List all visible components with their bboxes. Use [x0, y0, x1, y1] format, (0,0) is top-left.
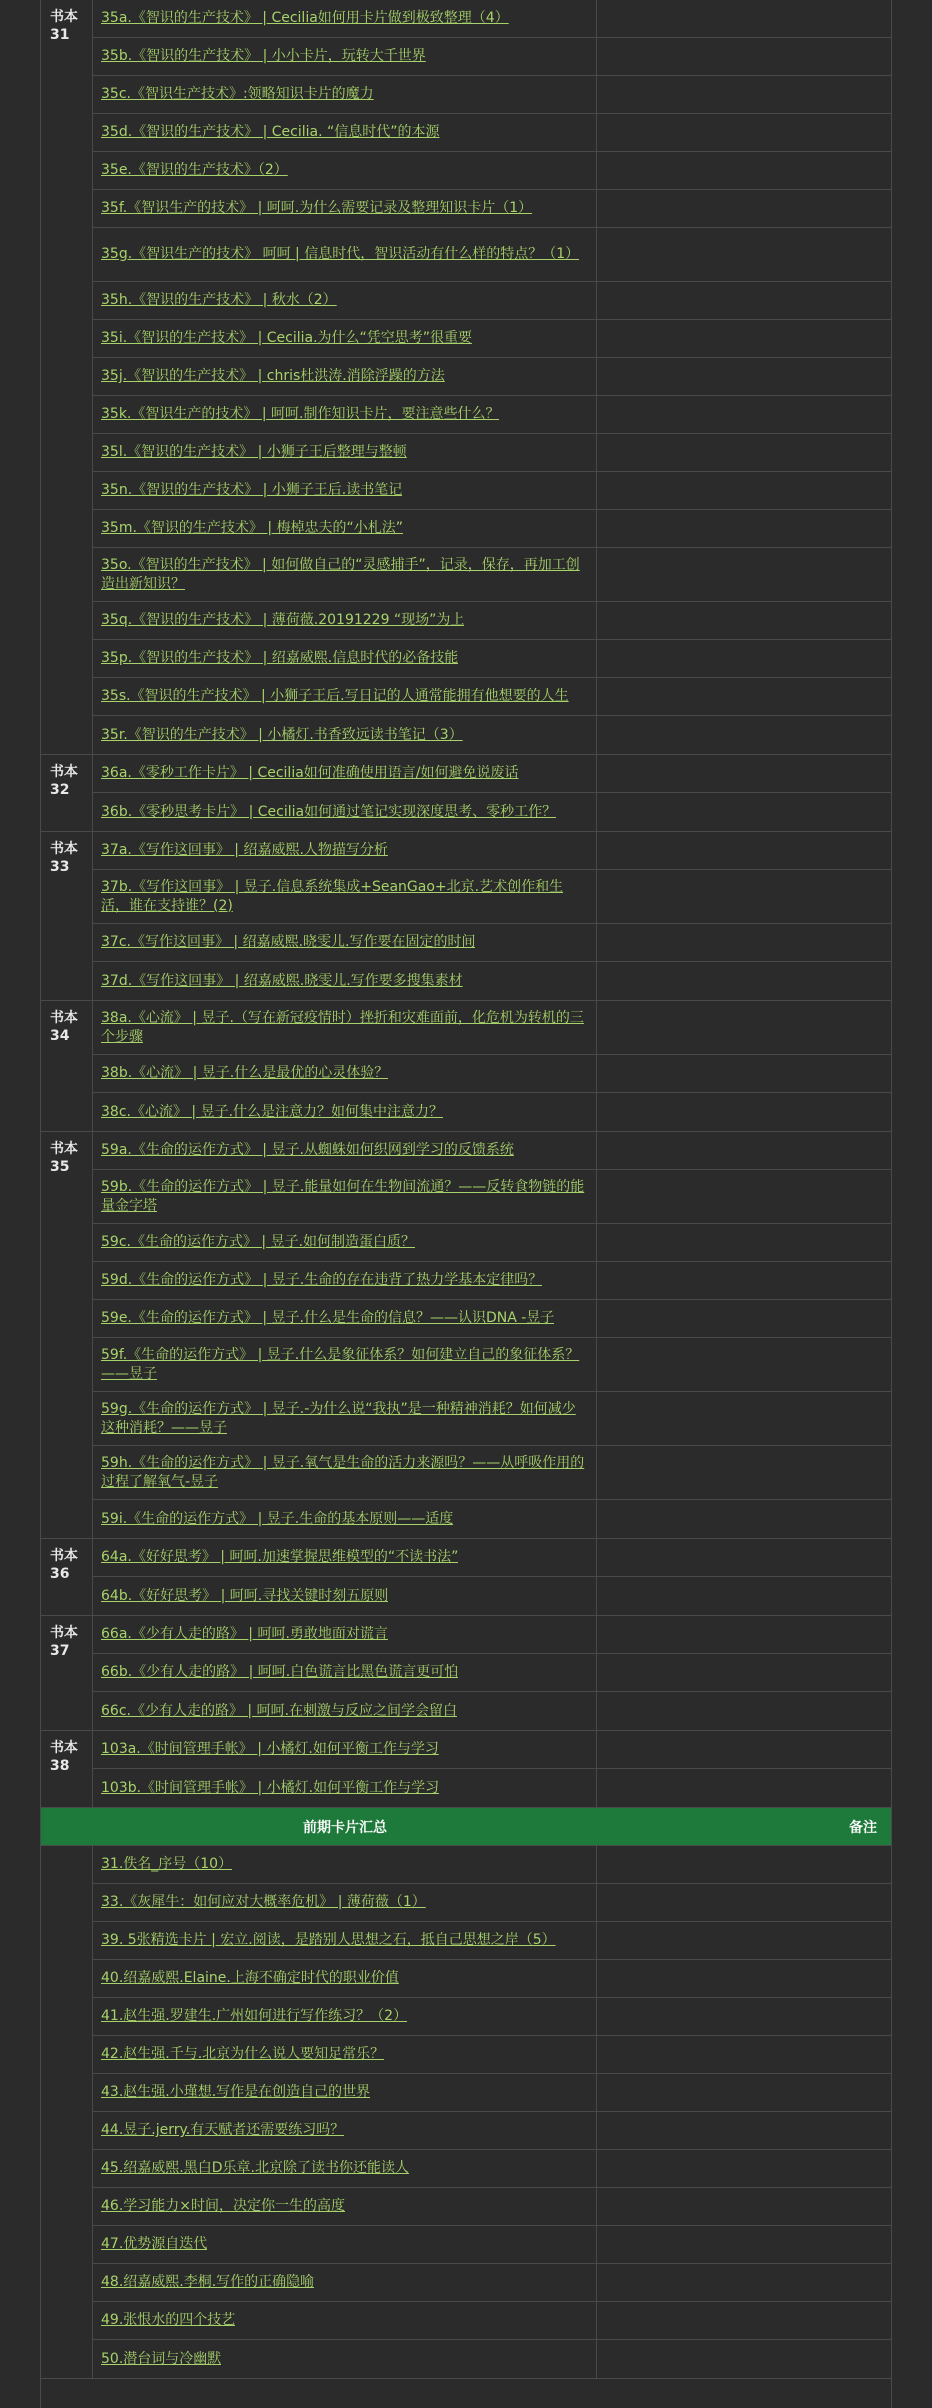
card-link[interactable]: 35k.《智识生产的技术》 | 呵呵.制作知识卡片，要注意些什么？ — [101, 406, 500, 422]
card-link[interactable]: 35o.《智识的生产技术》 | 如何做自己的“灵感捕手”，记录，保存，再加工创造出新知识？ — [101, 556, 580, 592]
card-cell — [93, 190, 597, 227]
notes-cell — [597, 962, 891, 1000]
card-link[interactable]: 59i.《生命的运作方式》 | 昱子.生命的基本原则——适度 — [101, 1510, 454, 1527]
notes-cell — [597, 1884, 891, 1921]
book-label: 书本 38 — [41, 1731, 93, 1807]
card-cell — [93, 755, 597, 792]
table-row — [93, 190, 891, 228]
table-row — [93, 434, 891, 472]
table-row — [93, 1731, 891, 1769]
table-row — [93, 2302, 891, 2340]
notes-cell — [597, 1769, 891, 1807]
notes-cell — [597, 2112, 891, 2149]
card-cell — [93, 924, 597, 961]
table-row — [93, 1616, 891, 1654]
notes-cell — [597, 472, 891, 509]
card-link[interactable]: 40.绍嘉威熙.Elaine.上海不确定时代的职业价值 — [101, 1970, 399, 1986]
table-row — [93, 1055, 891, 1093]
notes-cell — [597, 1093, 891, 1131]
card-cell — [93, 282, 597, 319]
table-row — [93, 1392, 891, 1446]
notes-cell — [597, 0, 891, 37]
card-link[interactable]: 44.昱子.jerry.有天赋者还需要练习吗？ — [101, 2122, 345, 2138]
card-cell — [93, 716, 597, 754]
card-link[interactable]: 66c.《少有人走的路》 | 呵呵.在刺激与反应之间学会留白 — [101, 1702, 458, 1719]
notes-cell — [597, 2150, 891, 2187]
table-row — [93, 2112, 891, 2150]
table-row — [93, 2226, 891, 2264]
notes-cell — [597, 1960, 891, 1997]
card-cell — [93, 602, 597, 639]
book-groups — [41, 0, 891, 1808]
card-cell — [93, 1001, 597, 1054]
card-cell — [93, 2036, 597, 2073]
card-link[interactable]: 42.赵生强.千与.北京为什么说人要知足常乐？ — [101, 2046, 385, 2062]
table-row — [93, 282, 891, 320]
card-link[interactable]: 64b.《好好思考》 | 呵呵.寻找关键时刻五原则 — [101, 1587, 389, 1604]
card-link[interactable]: 103b.《时间管理手帐》 | 小橘灯.如何平衡工作与学习 — [101, 1779, 440, 1796]
notes-cell — [597, 602, 891, 639]
card-link[interactable]: 35f.《智识生产的技术》 | 呵呵.为什么需要记录及整理知识卡片（1） — [101, 200, 533, 216]
notes-cell — [597, 1001, 891, 1054]
table-row — [93, 2036, 891, 2074]
card-cell — [93, 1960, 597, 1997]
card-cell — [93, 1616, 597, 1653]
card-cell — [93, 832, 597, 869]
card-link[interactable]: 35s.《智识的生产技术》 | 小狮子王后.写日记的人通常能拥有他想要的人生 — [101, 688, 569, 704]
card-cell — [93, 1262, 597, 1299]
card-cell — [93, 1224, 597, 1261]
card-cell — [93, 548, 597, 601]
card-cell — [93, 0, 597, 37]
card-cell — [93, 2302, 597, 2339]
notes-cell — [597, 1692, 891, 1730]
card-cell — [93, 1170, 597, 1223]
notes-cell — [597, 1539, 891, 1576]
table-row — [93, 2150, 891, 2188]
card-link[interactable]: 37c.《写作这回事》 | 绍嘉威熙.晓雯儿.写作要在固定的时间 — [101, 934, 476, 950]
card-cell — [93, 114, 597, 151]
table-row — [93, 38, 891, 76]
card-cell — [93, 2112, 597, 2149]
card-cell — [93, 1692, 597, 1730]
card-link[interactable]: 103a.《时间管理手帐》 | 小橘灯.如何平衡工作与学习 — [101, 1741, 439, 1757]
card-cell — [93, 1654, 597, 1691]
card-link[interactable]: 35d.《智识的生产技术》 | Cecilia. “信息时代”的本源 — [101, 124, 440, 140]
book-group — [41, 755, 891, 832]
card-link[interactable]: 35r.《智识的生产技术》 | 小橘灯.书香致远读书笔记（3） — [101, 726, 463, 743]
table-row — [93, 640, 891, 678]
table-row — [93, 510, 891, 548]
book-group — [41, 1731, 891, 1808]
card-cell — [93, 2150, 597, 2187]
notes-cell — [597, 1731, 891, 1768]
book-label: 书本 32 — [41, 755, 93, 831]
card-link[interactable]: 35h.《智识的生产技术》 | 秋水（2） — [101, 292, 337, 308]
table-row — [93, 76, 891, 114]
card-link[interactable]: 33.《灰犀牛：如何应对大概率危机》 | 薄荷薇（1） — [101, 1894, 426, 1910]
notes-cell — [597, 2188, 891, 2225]
notes-cell — [597, 716, 891, 754]
notes-cell — [597, 793, 891, 831]
card-cell — [93, 2226, 597, 2263]
card-link[interactable]: 35n.《智识的生产技术》 | 小狮子王后.读书笔记 — [101, 482, 403, 498]
table-row — [93, 2264, 891, 2302]
table-row — [93, 114, 891, 152]
table-row — [93, 0, 891, 38]
notes-cell — [597, 320, 891, 357]
card-table — [40, 0, 892, 2408]
card-link[interactable]: 59g.《生命的运作方式》 | 昱子.-为什么说“我执”是一种精神消耗？如何减少这种消耗？——昱子 — [101, 1400, 576, 1436]
notes-cell — [597, 1654, 891, 1691]
notes-cell — [597, 1055, 891, 1092]
table-row — [93, 962, 891, 1000]
notes-cell — [597, 1998, 891, 2035]
table-row — [93, 1001, 891, 1055]
book-group — [41, 0, 891, 755]
card-cell — [93, 396, 597, 433]
notes-cell — [597, 434, 891, 471]
table-row — [93, 716, 891, 754]
notes-cell — [597, 832, 891, 869]
table-row — [93, 2340, 891, 2378]
card-link[interactable]: 35b.《智识的生产技术》 | 小小卡片，玩转大千世界 — [101, 48, 426, 64]
table-row — [93, 755, 891, 793]
notes-cell — [597, 510, 891, 547]
card-link[interactable]: 39. 5张精选卡片 | 宏立.阅读，是踏别人思想之石，抵自己思想之岸（5） — [101, 1932, 556, 1948]
card-cell — [93, 1446, 597, 1499]
table-row — [93, 1998, 891, 2036]
card-link[interactable]: 35q.《智识的生产技术》 | 薄荷薇.20191229 “现场”为上 — [101, 612, 465, 628]
card-cell — [93, 38, 597, 75]
card-link[interactable]: 38a.《心流》 | 昱子.（写在新冠疫情时）挫折和灾难面前，化危机为转机的三个步骤 — [101, 1009, 584, 1045]
table-row — [93, 1093, 891, 1131]
notes-cell — [597, 924, 891, 961]
card-link[interactable]: 59d.《生命的运作方式》 | 昱子.生命的存在违背了热力学基本定律吗？ — [101, 1272, 543, 1288]
card-link[interactable]: 59e.《生命的运作方式》 | 昱子.什么是生命的信息？——认识DNA -昱子 — [101, 1310, 555, 1326]
notes-cell — [597, 190, 891, 227]
book-group — [41, 1846, 891, 2379]
card-cell — [93, 2074, 597, 2111]
card-cell — [93, 1884, 597, 1921]
notes-cell — [597, 76, 891, 113]
card-cell — [93, 152, 597, 189]
card-link[interactable]: 35g.《智识生产的技术》 呵呵 | 信息时代，智识活动有什么样的特点？（1） — [101, 246, 580, 262]
card-link[interactable]: 59f.《生命的运作方式》 | 昱子.什么是象征体系？如何建立自己的象征体系？——昱子 — [101, 1346, 580, 1382]
card-cell — [93, 1500, 597, 1538]
card-link[interactable]: 35c.《智识生产技术》:领略知识卡片的魔力 — [101, 86, 374, 102]
table-row — [93, 924, 891, 962]
card-cell — [93, 1577, 597, 1615]
table-row — [93, 1654, 891, 1692]
table-row — [93, 1262, 891, 1300]
table-row — [93, 602, 891, 640]
card-cell — [93, 2264, 597, 2301]
notes-cell — [597, 2036, 891, 2073]
card-cell — [93, 434, 597, 471]
card-cell — [93, 1846, 597, 1883]
card-cell — [93, 962, 597, 1000]
table-row — [93, 1132, 891, 1170]
table-row — [93, 1539, 891, 1577]
notes-cell — [597, 548, 891, 601]
card-link[interactable]: 37a.《写作这回事》 | 绍嘉威熙.人物描写分析 — [101, 842, 388, 858]
notes-cell — [597, 396, 891, 433]
card-cell — [93, 1392, 597, 1445]
header-title: 前期卡片汇总 — [303, 1819, 387, 1836]
card-link[interactable]: 50.潜台词与冷幽默 — [101, 2350, 222, 2367]
card-link[interactable]: 66b.《少有人走的路》 | 呵呵.白色谎言比黑色谎言更可怕 — [101, 1664, 459, 1680]
notes-cell — [597, 1922, 891, 1959]
notes-cell — [597, 1446, 891, 1499]
book-label: 书本 36 — [41, 1539, 93, 1615]
notes-cell — [597, 2226, 891, 2263]
table-row — [93, 548, 891, 602]
table-row — [93, 1692, 891, 1730]
notes-cell — [597, 2302, 891, 2339]
table-row — [93, 1300, 891, 1338]
card-link[interactable]: 49.张恨水的四个技艺 — [101, 2312, 236, 2328]
table-row — [93, 793, 891, 831]
card-cell — [93, 358, 597, 395]
card-cell — [93, 1055, 597, 1092]
table-row — [93, 1846, 891, 1884]
table-row — [93, 2074, 891, 2112]
card-cell — [93, 1539, 597, 1576]
book-group — [41, 1132, 891, 1539]
card-cell — [93, 472, 597, 509]
book-label: 书本 34 — [41, 1001, 93, 1131]
book-group — [41, 1539, 891, 1616]
header-label-cell — [41, 1808, 93, 1845]
card-link[interactable]: 46.学习能力×时间，决定你一生的高度 — [101, 2198, 345, 2214]
notes-cell — [597, 755, 891, 792]
summary-groups — [41, 1846, 891, 2379]
card-cell — [93, 640, 597, 677]
card-cell — [93, 228, 597, 281]
card-cell — [93, 1998, 597, 2035]
card-link[interactable]: 38b.《心流》 | 昱子.什么是最优的心灵体验？ — [101, 1065, 389, 1081]
notes-cell — [597, 1300, 891, 1337]
notes-cell — [597, 870, 891, 923]
card-link[interactable]: 35m.《智识的生产技术》 | 梅棹忠夫的“小札法” — [101, 520, 404, 536]
card-link[interactable]: 36b.《零秒思考卡片》 | Cecilia如何通过笔记实现深度思考、零秒工作？ — [101, 803, 557, 820]
table-row — [93, 1224, 891, 1262]
card-link[interactable]: 59a.《生命的运作方式》 | 昱子.从蜘蛛如何织网到学习的反馈系统 — [101, 1142, 514, 1158]
card-cell — [93, 2340, 597, 2378]
notes-cell — [597, 2340, 891, 2378]
book-group — [41, 1616, 891, 1731]
table-row — [93, 396, 891, 434]
table-row — [93, 678, 891, 716]
card-cell — [93, 1922, 597, 1959]
table-row — [93, 1500, 891, 1538]
card-link[interactable]: 37b.《写作这回事》 | 昱子.信息系统集成+SeanGao+北京.艺术创作和生活，谁在支持谁？(2) — [101, 878, 564, 914]
table-row — [93, 832, 891, 870]
table-row — [93, 320, 891, 358]
card-link[interactable]: 35e.《智识的生产技术》（2） — [101, 162, 288, 178]
card-link[interactable]: 35p.《智识的生产技术》 | 绍嘉威熙.信息时代的必备技能 — [101, 650, 459, 666]
card-link[interactable]: 35a.《智识的生产技术》 | Cecilia如何用卡片做到极致整理（4） — [101, 10, 509, 26]
table-row — [93, 1769, 891, 1807]
card-cell — [93, 510, 597, 547]
notes-cell — [597, 38, 891, 75]
book-group — [41, 1001, 891, 1132]
card-cell — [93, 320, 597, 357]
book-label: 书本 35 — [41, 1132, 93, 1538]
card-cell — [93, 76, 597, 113]
summary-header — [41, 1808, 891, 1846]
card-link[interactable]: 45.绍嘉威熙.黑白D乐章.北京除了读书你还能读人 — [101, 2160, 409, 2176]
card-cell — [93, 1300, 597, 1337]
card-link[interactable]: 59h.《生命的运作方式》 | 昱子.氧气是生命的活力来源吗？——从呼吸作用的过程了解氧气-昱子 — [101, 1454, 585, 1490]
table-row — [93, 1577, 891, 1615]
card-link[interactable]: 35l.《智识的生产技术》 | 小狮子王后整理与整顿 — [101, 444, 407, 460]
notes-cell — [597, 228, 891, 281]
notes-cell — [597, 1500, 891, 1538]
card-link[interactable]: 38c.《心流》 | 昱子.什么是注意力？如何集中注意力？ — [101, 1103, 444, 1120]
table-row — [93, 472, 891, 510]
card-cell — [93, 870, 597, 923]
table-row — [93, 1170, 891, 1224]
table-row — [93, 1884, 891, 1922]
card-cell — [93, 1731, 597, 1768]
card-link[interactable]: 66a.《少有人走的路》 | 呵呵.勇敢地面对谎言 — [101, 1626, 388, 1642]
book-label: 书本 33 — [41, 832, 93, 1000]
card-cell — [93, 1093, 597, 1131]
table-row — [93, 2188, 891, 2226]
card-cell — [93, 678, 597, 715]
table-row — [93, 1446, 891, 1500]
notes-cell — [597, 152, 891, 189]
notes-cell — [597, 114, 891, 151]
card-link[interactable]: 59b.《生命的运作方式》 | 昱子.能量如何在生物间流通？——反转食物链的能量金字塔 — [101, 1178, 585, 1214]
notes-cell — [597, 2264, 891, 2301]
card-link[interactable]: 36a.《零秒工作卡片》 | Cecilia如何准确使用语言/如何避免说废话 — [101, 765, 519, 781]
card-link[interactable]: 35i.《智识的生产技术》 | Cecilia.为什么“凭空思考”很重要 — [101, 330, 473, 346]
table-row — [93, 152, 891, 190]
book-label: 书本 31 — [41, 0, 93, 754]
notes-cell — [597, 640, 891, 677]
notes-cell — [597, 1616, 891, 1653]
notes-cell — [597, 1577, 891, 1615]
notes-cell — [597, 1392, 891, 1445]
table-row — [93, 1338, 891, 1392]
notes-cell — [597, 358, 891, 395]
card-link[interactable]: 48.绍嘉威熙.李桐.写作的正确隐喻 — [101, 2274, 315, 2290]
table-row — [93, 1960, 891, 1998]
card-link[interactable]: 47.优势源自迭代 — [101, 2236, 208, 2252]
card-cell — [93, 1769, 597, 1807]
notes-cell — [597, 1338, 891, 1391]
book-label — [41, 1846, 93, 2378]
card-link[interactable]: 43.赵生强.小瑾想.写作是在创造自己的世界 — [101, 2084, 371, 2100]
card-link[interactable]: 59c.《生命的运作方式》 | 昱子.如何制造蛋白质？ — [101, 1234, 416, 1250]
notes-cell — [597, 1170, 891, 1223]
table-row — [93, 358, 891, 396]
table-row — [93, 1922, 891, 1960]
card-link[interactable]: 35j.《智识的生产技术》 | chris杜洪涛.消除浮躁的方法 — [101, 368, 445, 384]
table-row — [93, 228, 891, 282]
card-link[interactable]: 41.赵生强.罗建生.广州如何进行写作练习？（2） — [101, 2008, 408, 2024]
card-cell — [93, 1132, 597, 1169]
card-link[interactable]: 64a.《好好思考》 | 呵呵.加速掌握思维模型的“不读书法” — [101, 1549, 459, 1565]
notes-cell — [597, 1224, 891, 1261]
book-group — [41, 832, 891, 1001]
notes-cell — [597, 1846, 891, 1883]
notes-cell — [597, 678, 891, 715]
card-cell — [93, 793, 597, 831]
notes-cell — [597, 1132, 891, 1169]
table-row — [93, 870, 891, 924]
notes-cell — [597, 282, 891, 319]
notes-cell — [597, 1262, 891, 1299]
card-link[interactable]: 31.佚名_序号（10） — [101, 1856, 233, 1872]
header-notes: 备注 — [849, 1819, 877, 1836]
book-label: 书本 37 — [41, 1616, 93, 1730]
card-cell — [93, 2188, 597, 2225]
card-link[interactable]: 37d.《写作这回事》 | 绍嘉威熙.晓雯儿.写作要多搜集素材 — [101, 972, 463, 989]
notes-cell — [597, 2074, 891, 2111]
card-cell — [93, 1338, 597, 1391]
